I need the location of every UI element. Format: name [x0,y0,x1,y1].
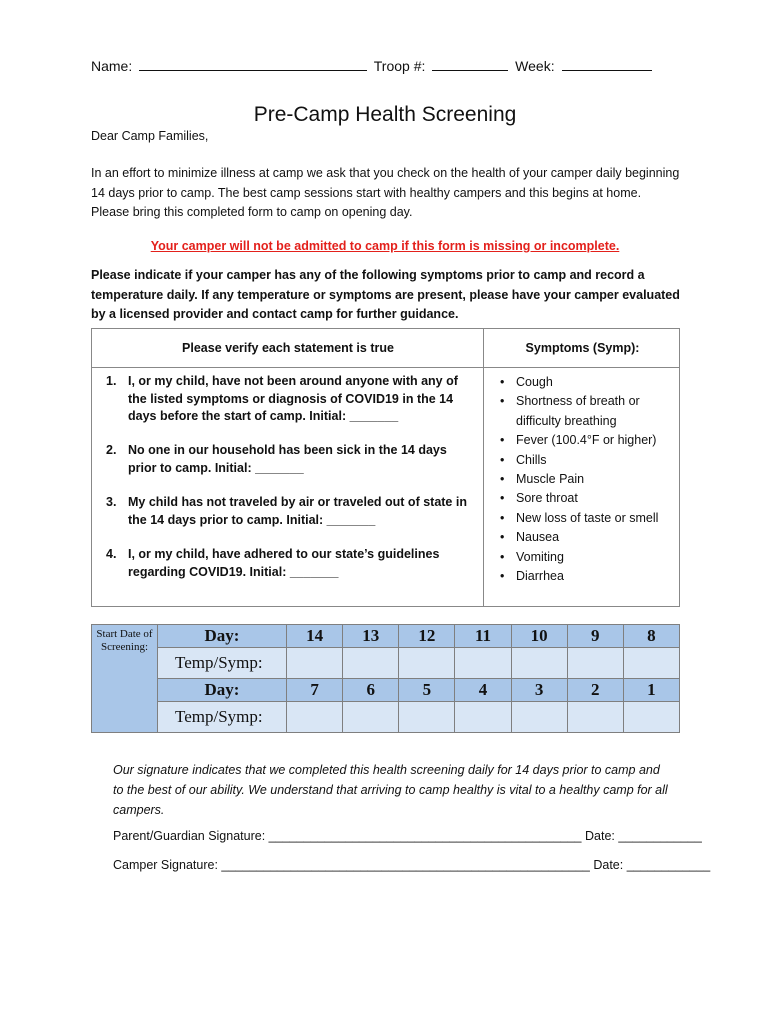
day-number: 9 [567,625,623,648]
temp-symp-entry[interactable] [567,702,623,733]
day-number: 4 [455,679,511,702]
week-field[interactable] [562,56,652,71]
temp-symp-entry[interactable] [343,702,399,733]
temp-symp-entry[interactable] [343,648,399,679]
statement-number: 1. [106,374,117,388]
temp-symp-entry[interactable] [287,702,343,733]
troop-field[interactable] [432,56,508,71]
screening-grid [91,624,680,732]
intro-paragraph: In an effort to minimize illness at camp we ask that you check on the health of your camper daily beginning 14 days prior to camp. The best camp sessions start with healthy campers and this begins at home. Please bring this completed form to camp on opening day. [91,166,680,219]
greeting: Dear Camp Families, [91,129,209,143]
verification-table [91,328,680,607]
day-number: 6 [343,679,399,702]
statement-text: My child has not traveled by air or traveled out of state in the 14 days prior to camp. Initial: _______ [128,495,467,527]
day-number: 8 [623,625,679,648]
name-field[interactable] [139,56,367,71]
statement-number: 2. [106,443,117,457]
symptom-item: • Shortness of breath or difficulty breathing [494,392,679,431]
temp-symp-entry[interactable] [287,648,343,679]
day-number: 7 [287,679,343,702]
statement-item [106,494,478,529]
temp-symp-label: Temp/Symp: [158,702,287,733]
symptoms-header: Symptoms (Symp): [525,341,640,355]
temp-symp-entry[interactable] [399,648,455,679]
troop-label: Troop #: [373,58,426,74]
statement-item [106,546,478,581]
statement-text: I, or my child, have not been around anyone with any of the listed symptoms or diagnosis of COVID19 in the 14 days before the start of camp. Initial: _______ [128,374,458,423]
warning-text: Your camper will not be admitted to camp if this form is missing or incomplete. [150,239,620,253]
instructions-paragraph: Please indicate if your camper has any of the following symptoms prior to camp and record a temperature daily. If any temperature or symptoms are present, please have your camper evaluated by a licensed provider and contact camp for further guidance. [91,268,680,321]
day-number: 14 [287,625,343,648]
camper-signature-row [113,858,710,872]
day-number: 11 [455,625,511,648]
symptom-item: • Fever (100.4°F or higher) [494,431,679,450]
symptom-item: • Nausea [494,528,679,547]
temp-symp-entry[interactable] [567,648,623,679]
week-label: Week: [515,58,555,74]
temp-symp-entry[interactable] [399,702,455,733]
parent-signature-label: Parent/Guardian Signature: [113,829,266,843]
statement-number: 3. [106,495,117,509]
day-label: Day: [158,625,287,648]
camper-signature-field[interactable]: _____________________________________________________ [221,858,590,872]
header-fields [91,56,655,74]
symptoms-list [494,373,679,586]
signature-note: Our signature indicates that we completed this health screening daily for 14 days prior to camp and to the best of our ability. We understand that arriving to camp healthy is vital to a healthy camp for all campers. [113,763,668,817]
symptom-item: • New loss of taste or smell [494,509,679,528]
statement-text: I, or my child, have adhered to our state’s guidelines regarding COVID19. Initial: _______ [128,547,440,579]
symptom-item: • Sore throat [494,489,679,508]
day-number: 5 [399,679,455,702]
temp-symp-entry[interactable] [455,648,511,679]
day-label: Day: [158,679,287,702]
day-number: 13 [343,625,399,648]
statement-item [106,373,478,426]
statement-item [106,442,478,477]
temp-symp-entry[interactable] [455,702,511,733]
name-label: Name: [91,58,133,74]
statement-number: 4. [106,547,117,561]
temp-symp-entry[interactable] [623,648,679,679]
camper-date-label: Date: [593,858,624,872]
temp-symp-entry[interactable] [511,702,567,733]
symptom-item: • Chills [494,451,679,470]
parent-signature-row [113,829,702,843]
symptom-item: • Muscle Pain [494,470,679,489]
page-title: Pre-Camp Health Screening [253,103,517,126]
day-number: 3 [511,679,567,702]
camper-date-field[interactable]: ____________ [626,858,711,872]
statement-text: No one in our household has been sick in the 14 days prior to camp. Initial: _______ [128,443,447,475]
start-date-cell[interactable]: Start Date of Screening: [92,625,158,733]
day-number: 12 [399,625,455,648]
temp-symp-entry[interactable] [623,702,679,733]
symptom-item: • Cough [494,373,679,392]
statements-column [92,329,484,606]
day-number: 10 [511,625,567,648]
parent-date-field[interactable]: ____________ [618,829,702,843]
parent-date-label: Date: [585,829,615,843]
statements-header: Please verify each statement is true [182,341,394,355]
camper-signature-label: Camper Signature: [113,858,218,872]
day-number: 2 [567,679,623,702]
parent-signature-field[interactable]: _____________________________________________ [268,829,582,843]
symptom-item: • Diarrhea [494,567,679,586]
symptom-item: • Vomiting [494,548,679,567]
temp-symp-label: Temp/Symp: [158,648,287,679]
day-number: 1 [623,679,679,702]
temp-symp-entry[interactable] [511,648,567,679]
